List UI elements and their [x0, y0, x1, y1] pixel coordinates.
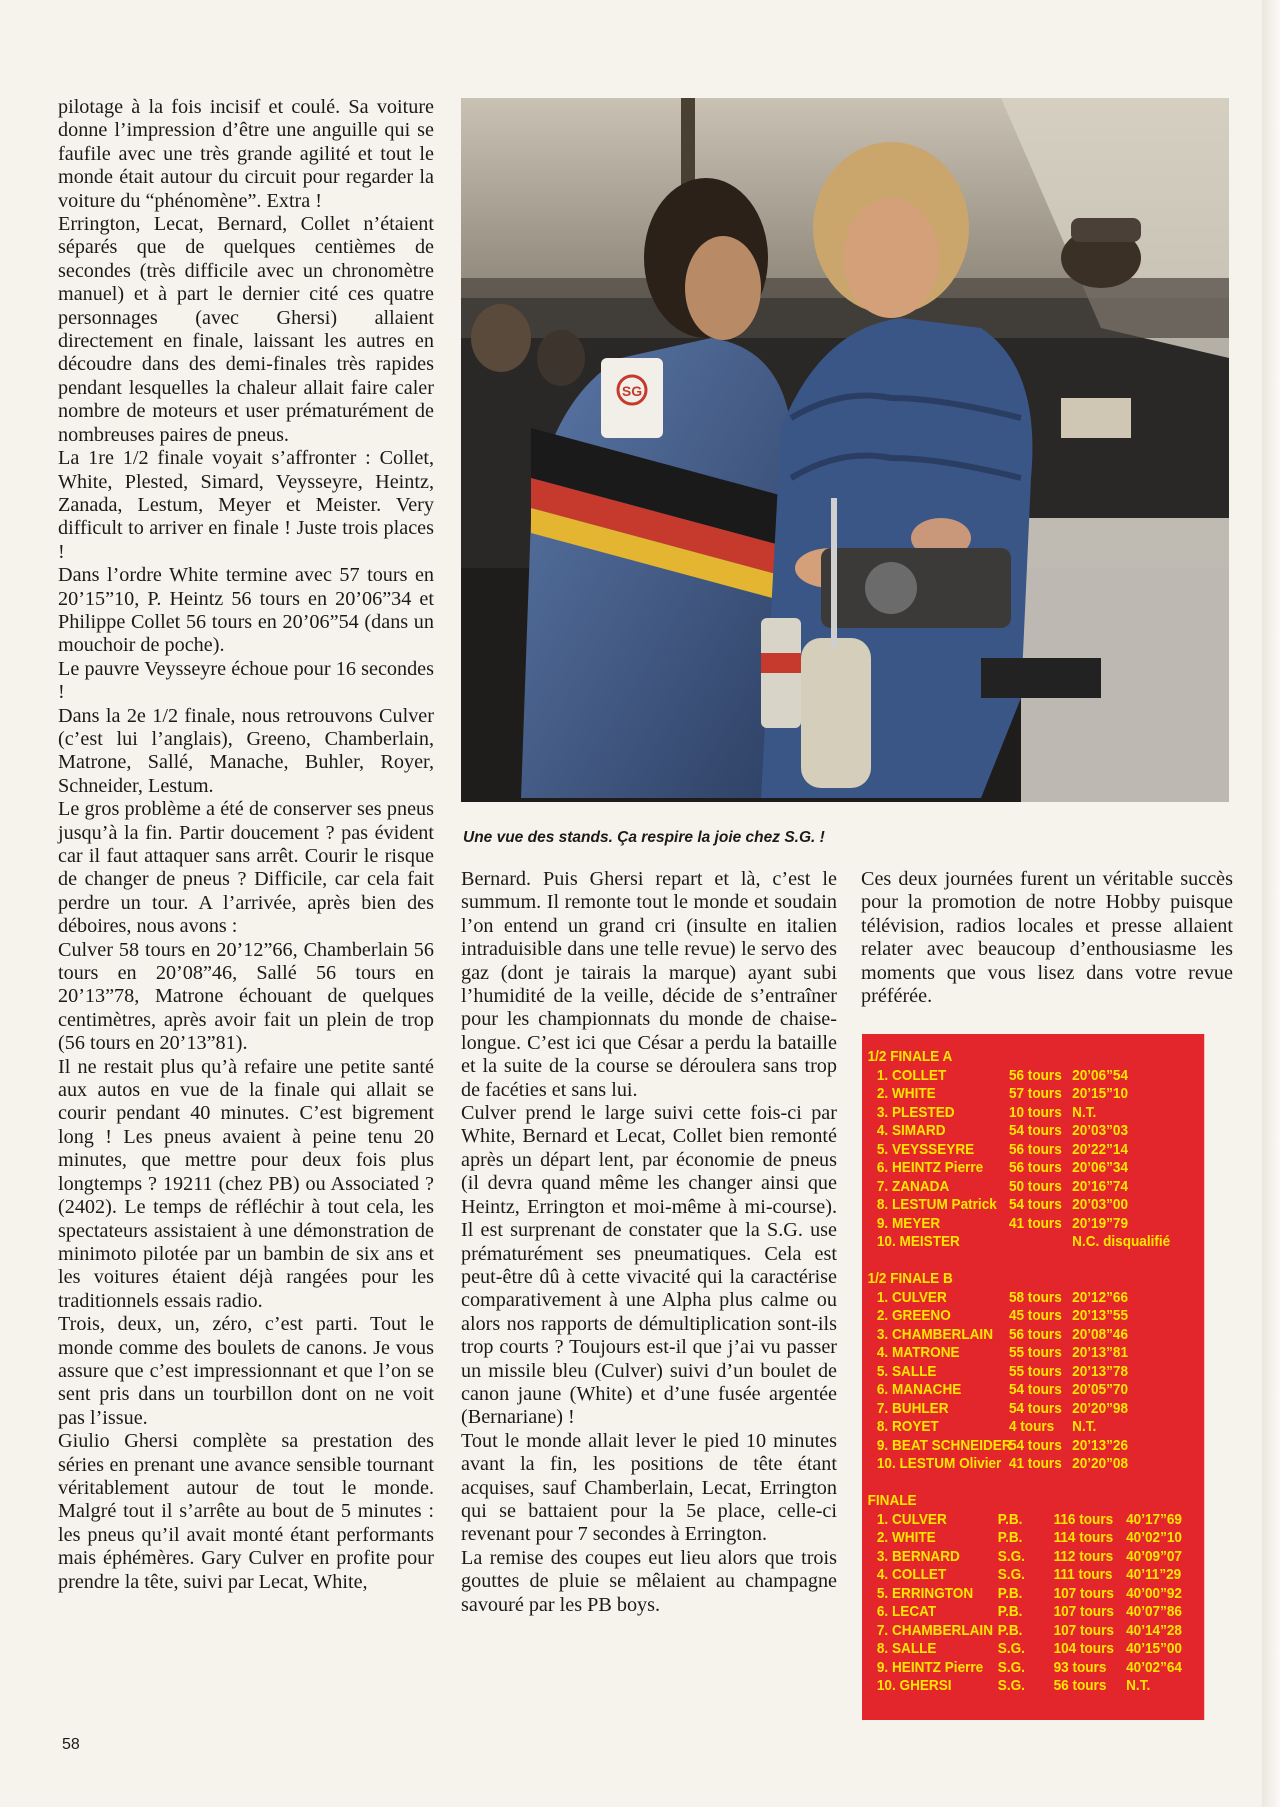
results-cell: 40’14”28 — [1126, 1622, 1182, 1639]
results-cell: 58 tours — [1008, 1289, 1062, 1306]
results-cell: 8. LESTUM Patrick — [876, 1197, 997, 1213]
results-cell: 20’22”14 — [1072, 1141, 1129, 1158]
sleeve-patch-text: SG — [621, 383, 643, 399]
results-cell: 4 tours — [1008, 1419, 1055, 1435]
results-cell: 7. CHAMBERLAIN — [876, 1622, 993, 1639]
results-cell: S.G. — [997, 1641, 1025, 1657]
results-row — [868, 1381, 1231, 1400]
results-cell: 40’02”64 — [1126, 1659, 1182, 1676]
results-cell: 3. BERNARD — [876, 1548, 960, 1565]
results-cell: 56 tours — [1053, 1678, 1107, 1694]
results-cell: 10. LESTUM Olivier — [876, 1456, 1002, 1472]
results-cell: P.B. — [997, 1604, 1023, 1620]
results-cell: 20’15”10 — [1072, 1086, 1129, 1102]
article-paragraph: Dans la 2e 1/2 finale, nous retrouvons Culver (c’est lui l’anglais), Greeno, Chamberlain, Matrone, Sallé, Manache, Buhler, Royer, Schneider, Lestum. — [58, 704, 434, 797]
page-number: 58 — [62, 1736, 80, 1753]
results-cell: 9. HEINTZ Pierre — [876, 1659, 984, 1676]
results-cell: 45 tours — [1008, 1308, 1062, 1324]
results-cell: 6. LECAT — [876, 1604, 937, 1620]
article-paragraph: Culver prend le large suivi cette fois-ci par White, Bernard et Lecat, Collet bien remonté après un départ lent, par économie de pneus (il devra quand même les changer ainsi que Heintz, Errington et moi-même à mi-course). Il est surprenant de constater que la S.G. use prématurément ses pneumatiques. Cela est peut-être dû à cette vivacité qui la caractérise comparativement à une Alpha plus calme ou alors nos rapports de démultiplication sont-ils trop courts ? Toujours est-il que j’ai vu passer un missile bleu (Culver) suivi d’un boulet de canon jaune (White) et d’une fusée argentée (Bernariane) ! — [461, 1102, 837, 1429]
results-cell: 41 tours — [1008, 1456, 1062, 1472]
results-cell: 5. VEYSSEYRE — [876, 1141, 975, 1158]
results-cell: P.B. — [997, 1530, 1023, 1546]
results-cell: 8. ROYET — [876, 1419, 939, 1435]
results-cell: 41 tours — [1008, 1215, 1062, 1232]
pit-stand-photo — [461, 98, 1229, 802]
results-row — [868, 1418, 1231, 1437]
results-row — [868, 1585, 1231, 1604]
results-cell: 56 tours — [1008, 1067, 1062, 1084]
results-cell: 8. SALLE — [876, 1641, 937, 1657]
results-cell: N.T. — [1072, 1419, 1097, 1435]
article-paragraph: Il ne restait plus qu’à refaire une petite santé aux autos en vue de la finale qui allait se courir pendant 40 minutes. C’est bigrement long ! Les pneus avaient à peine tenu 20 minutes, que mettre pour deux fois plus longtemps ? 19211 (chez PB) ou Associated ? (2402). Le temps de réfléchir à tout cela, les spectateurs assistaient à une démonstration de minimoto pilotée par un bambin de six ans et les voitures étaient déjà rangées pour les traditionnels essais radio. — [58, 1055, 434, 1312]
article-paragraph: Giulio Ghersi complète sa prestation des séries en prenant une avance sensible tournant véritablement autour de tout le monde. Malgré tout il s’arrête au bout de 5 minutes : les pneus qu’il avait monté étant performants mais éphémères. Gary Culver en profite pour prendre la tête, suivi par Lecat, White, — [58, 1430, 434, 1593]
results-box — [862, 1034, 1204, 1720]
results-cell: 20’13”26 — [1072, 1437, 1129, 1454]
results-row — [868, 1233, 1231, 1252]
article-paragraph: Tout le monde allait lever le pied 10 minutes avant la fin, les positions de tête étant acquises, sauf Chamberlain, Lecat, Errington qui se battaient pour la 5e place, celle-ci revenant pour 7 secondes à Errington. — [461, 1429, 837, 1546]
results-cell: 3. CHAMBERLAIN — [876, 1326, 993, 1343]
article-column-2 — [461, 868, 837, 1617]
results-cell: 10. GHERSI — [876, 1678, 952, 1694]
results-row — [868, 1085, 1231, 1104]
results-cell: 107 tours — [1053, 1585, 1114, 1602]
results-cell: 4. MATRONE — [876, 1345, 960, 1361]
article-paragraph: Dans l’ordre White termine avec 57 tours en 20’15”10, P. Heintz 56 tours en 20’06”34 et Philippe Collet 56 tours en 20’06”54 (dans un mouchoir de poche). — [58, 564, 434, 657]
results-cell: P.B. — [997, 1511, 1023, 1528]
results-cell: 6. HEINTZ Pierre — [876, 1160, 984, 1176]
results-row — [868, 1326, 1231, 1345]
results-row — [868, 1548, 1231, 1567]
results-row — [868, 1400, 1231, 1419]
results-cell: S.G. — [997, 1678, 1025, 1694]
results-cell: 56 tours — [1008, 1141, 1062, 1158]
results-cell: 2. WHITE — [876, 1530, 936, 1546]
results-cell: 54 tours — [1008, 1437, 1062, 1454]
results-section-title: FINALE — [867, 1493, 917, 1509]
results-cell: 20’13”55 — [1072, 1308, 1129, 1324]
results-row — [868, 1104, 1231, 1123]
results-cell: 55 tours — [1008, 1345, 1062, 1361]
results-cell: 50 tours — [1008, 1178, 1062, 1195]
results-cell: 9. MEYER — [876, 1215, 941, 1232]
results-row — [868, 1122, 1231, 1141]
results-cell: 107 tours — [1053, 1604, 1114, 1620]
results-cell: S.G. — [997, 1659, 1025, 1676]
page-edge-shadow — [1262, 0, 1280, 1807]
results-row — [868, 1178, 1231, 1197]
article-paragraph: Ces deux journées furent un véritable succès pour la promotion de notre Hobby puisque télévision, radios locales et presse allaient relater avec beaucoup d’enthousiasme les moments que vous lisez dans votre revue préférée. — [861, 868, 1233, 1008]
results-cell: 2. WHITE — [876, 1086, 936, 1102]
results-cell: 54 tours — [1008, 1123, 1062, 1139]
article-paragraph: pilotage à la fois incisif et coulé. Sa voiture donne l’impression d’être une anguille qui se faufile avec une très grande agilité et tout le monde était autour du circuit pour regarder la voiture du “phénomène”. Extra ! — [58, 96, 434, 212]
results-cell: 54 tours — [1008, 1400, 1062, 1417]
results-cell: 3. PLESTED — [876, 1104, 955, 1121]
results-row — [868, 1141, 1231, 1160]
results-section-title: 1/2 FINALE B — [867, 1271, 953, 1287]
results-cell: 54 tours — [1008, 1197, 1062, 1213]
results-row — [868, 1529, 1231, 1548]
article-paragraph: Culver 58 tours en 20’12”66, Chamberlain 56 tours en 20’08”46, Sallé 56 tours en 20’13”78, Matrone échouant de quelques centimètres, après avoir fait un plein de trop (56 tours en 20’13”81). — [58, 938, 434, 1055]
results-row — [868, 1566, 1231, 1585]
article-paragraph: Le pauvre Veysseyre échoue pour 16 secondes ! — [58, 657, 434, 704]
results-cell: P.B. — [997, 1622, 1023, 1639]
results-cell: 20’06”34 — [1072, 1160, 1129, 1176]
results-cell: 9. BEAT SCHNEIDER — [876, 1437, 1012, 1454]
results-cell: 10 tours — [1008, 1104, 1062, 1121]
results-row — [868, 1640, 1231, 1659]
results-cell: N.C. disqualifié — [1072, 1234, 1171, 1250]
photo-caption: Une vue des stands. Ça respire la joie chez S.G. ! — [463, 829, 825, 846]
results-row — [868, 1363, 1231, 1382]
results-row — [868, 1067, 1231, 1086]
results-cell: 20’20”08 — [1072, 1456, 1129, 1472]
article-paragraph: La remise des coupes eut lieu alors que trois gouttes de pluie se mêlaient au champagne savouré par les PB boys. — [461, 1546, 837, 1616]
results-row — [868, 1455, 1231, 1474]
results-table — [868, 1048, 1231, 1696]
article-paragraph: La 1re 1/2 finale voyait s’affronter : Collet, White, Plested, Simard, Veysseyre, Heintz, Zanada, Lestum, Meyer et Meister. Very difficult to arriver en finale ! Juste trois places ! — [58, 447, 434, 563]
results-cell: 20’03”03 — [1072, 1123, 1129, 1139]
results-row — [868, 1437, 1231, 1456]
results-cell: 7. ZANADA — [876, 1178, 950, 1195]
results-row — [868, 1344, 1231, 1363]
results-cell: 4. SIMARD — [876, 1123, 946, 1139]
results-cell: 55 tours — [1008, 1363, 1062, 1380]
article-paragraph: Errington, Lecat, Bernard, Collet n’étaient séparés que de quelques centièmes de secondes (très difficile avec un chronomètre manuel) et à part le dernier cité ces quatre personnages (avec Ghersi) allaient directement en finale, laissant les autres en découdre dans des demi-finales très rapides pendant lesquelles la chaleur allait faire caler nombre de moteurs et user prématurément de nombreuses paires de pneus. — [58, 213, 434, 446]
results-cell: 114 tours — [1053, 1530, 1114, 1546]
results-section-title: 1/2 FINALE A — [867, 1049, 953, 1065]
results-row — [868, 1659, 1231, 1678]
results-row — [868, 1215, 1231, 1234]
results-cell: 6. MANACHE — [876, 1382, 962, 1398]
results-cell: N.T. — [1072, 1104, 1097, 1121]
article-paragraph: Bernard. Puis Ghersi repart et là, c’est le summum. Il remonte tout le monde et soudain l’on entend un grand cri (insulte en italien intraduisible dans une telle revue) le servo des gaz (dont je tairais la marque) ayant subi l’humidité de la veille, décide de s’entraîner pour les championnats du monde de chaise-longue. C’est ici que César a perdu la bataille et la suite de la course se déroulera sans trop de facéties et sans lui. — [461, 868, 837, 1101]
results-row — [868, 1603, 1231, 1622]
results-cell: 1. CULVER — [876, 1511, 947, 1528]
results-cell: 116 tours — [1053, 1511, 1114, 1528]
article-column-3 — [861, 868, 1233, 1008]
results-cell: P.B. — [997, 1585, 1023, 1602]
results-cell: 56 tours — [1008, 1160, 1062, 1176]
results-cell: 4. COLLET — [876, 1567, 947, 1583]
results-cell: 54 tours — [1008, 1382, 1062, 1398]
article-paragraph: Le gros problème a été de conserver ses pneus jusqu’à la fin. Partir doucement ? pas évident car il faut attaquer sans arrêt. Courir le risque de changer de pneus ? Difficile, car cela fait perdre un tour. A l’arrivée, après bien des déboires, nous avons : — [58, 798, 434, 938]
photo-illustration — [461, 98, 1229, 802]
results-cell: S.G. — [997, 1548, 1025, 1565]
results-cell: 93 tours — [1053, 1659, 1107, 1676]
results-row — [868, 1511, 1231, 1530]
results-cell: 7. BUHLER — [876, 1400, 949, 1417]
results-row — [868, 1196, 1231, 1215]
results-cell: 5. SALLE — [876, 1363, 937, 1380]
results-cell: 40’07”86 — [1126, 1604, 1182, 1620]
results-cell: 40’11”29 — [1126, 1567, 1182, 1583]
results-cell: 57 tours — [1008, 1086, 1062, 1102]
results-cell: 40’17”69 — [1126, 1511, 1182, 1528]
results-cell: 2. GREENO — [876, 1308, 951, 1324]
results-cell: 111 tours — [1053, 1567, 1113, 1583]
results-cell: S.G. — [997, 1567, 1025, 1583]
results-row — [868, 1289, 1231, 1308]
results-cell: 10. MEISTER — [876, 1234, 960, 1250]
results-cell: 104 tours — [1053, 1641, 1114, 1657]
results-row — [868, 1159, 1231, 1178]
results-cell: 20’16”74 — [1072, 1178, 1129, 1195]
results-cell: 20’08”46 — [1072, 1326, 1129, 1343]
results-cell: 40’09”07 — [1126, 1548, 1182, 1565]
article-paragraph: Trois, deux, un, zéro, c’est parti. Tout le monde comme des boulets de canons. Je vous assure que c’est impressionnant et que l’on se sent pris dans un tourbillon dont on ne voit pas l’issue. — [58, 1313, 434, 1429]
results-cell: 40’15”00 — [1126, 1641, 1182, 1657]
results-cell: 56 tours — [1008, 1326, 1062, 1343]
results-cell: N.T. — [1126, 1678, 1151, 1694]
results-cell: 40’02”10 — [1126, 1530, 1182, 1546]
results-cell: 1. COLLET — [876, 1067, 947, 1084]
results-row — [868, 1307, 1231, 1326]
results-row — [868, 1622, 1231, 1641]
results-row — [868, 1677, 1231, 1696]
results-cell: 5. ERRINGTON — [876, 1585, 974, 1602]
results-cell: 107 tours — [1053, 1622, 1114, 1639]
results-cell: 20’13”78 — [1072, 1363, 1129, 1380]
results-cell: 20’03”00 — [1072, 1197, 1129, 1213]
results-cell: 20’20”98 — [1072, 1400, 1129, 1417]
results-cell: 112 tours — [1053, 1548, 1114, 1565]
results-cell: 40’00”92 — [1126, 1585, 1182, 1602]
results-cell: 1. CULVER — [876, 1289, 947, 1306]
results-cell: 20’13”81 — [1072, 1345, 1129, 1361]
results-cell: 20’12”66 — [1072, 1289, 1129, 1306]
results-cell: 20’05”70 — [1072, 1382, 1129, 1398]
article-column-1 — [58, 96, 434, 1594]
results-cell: 20’06”54 — [1072, 1067, 1129, 1084]
results-cell: 20’19”79 — [1072, 1215, 1129, 1232]
